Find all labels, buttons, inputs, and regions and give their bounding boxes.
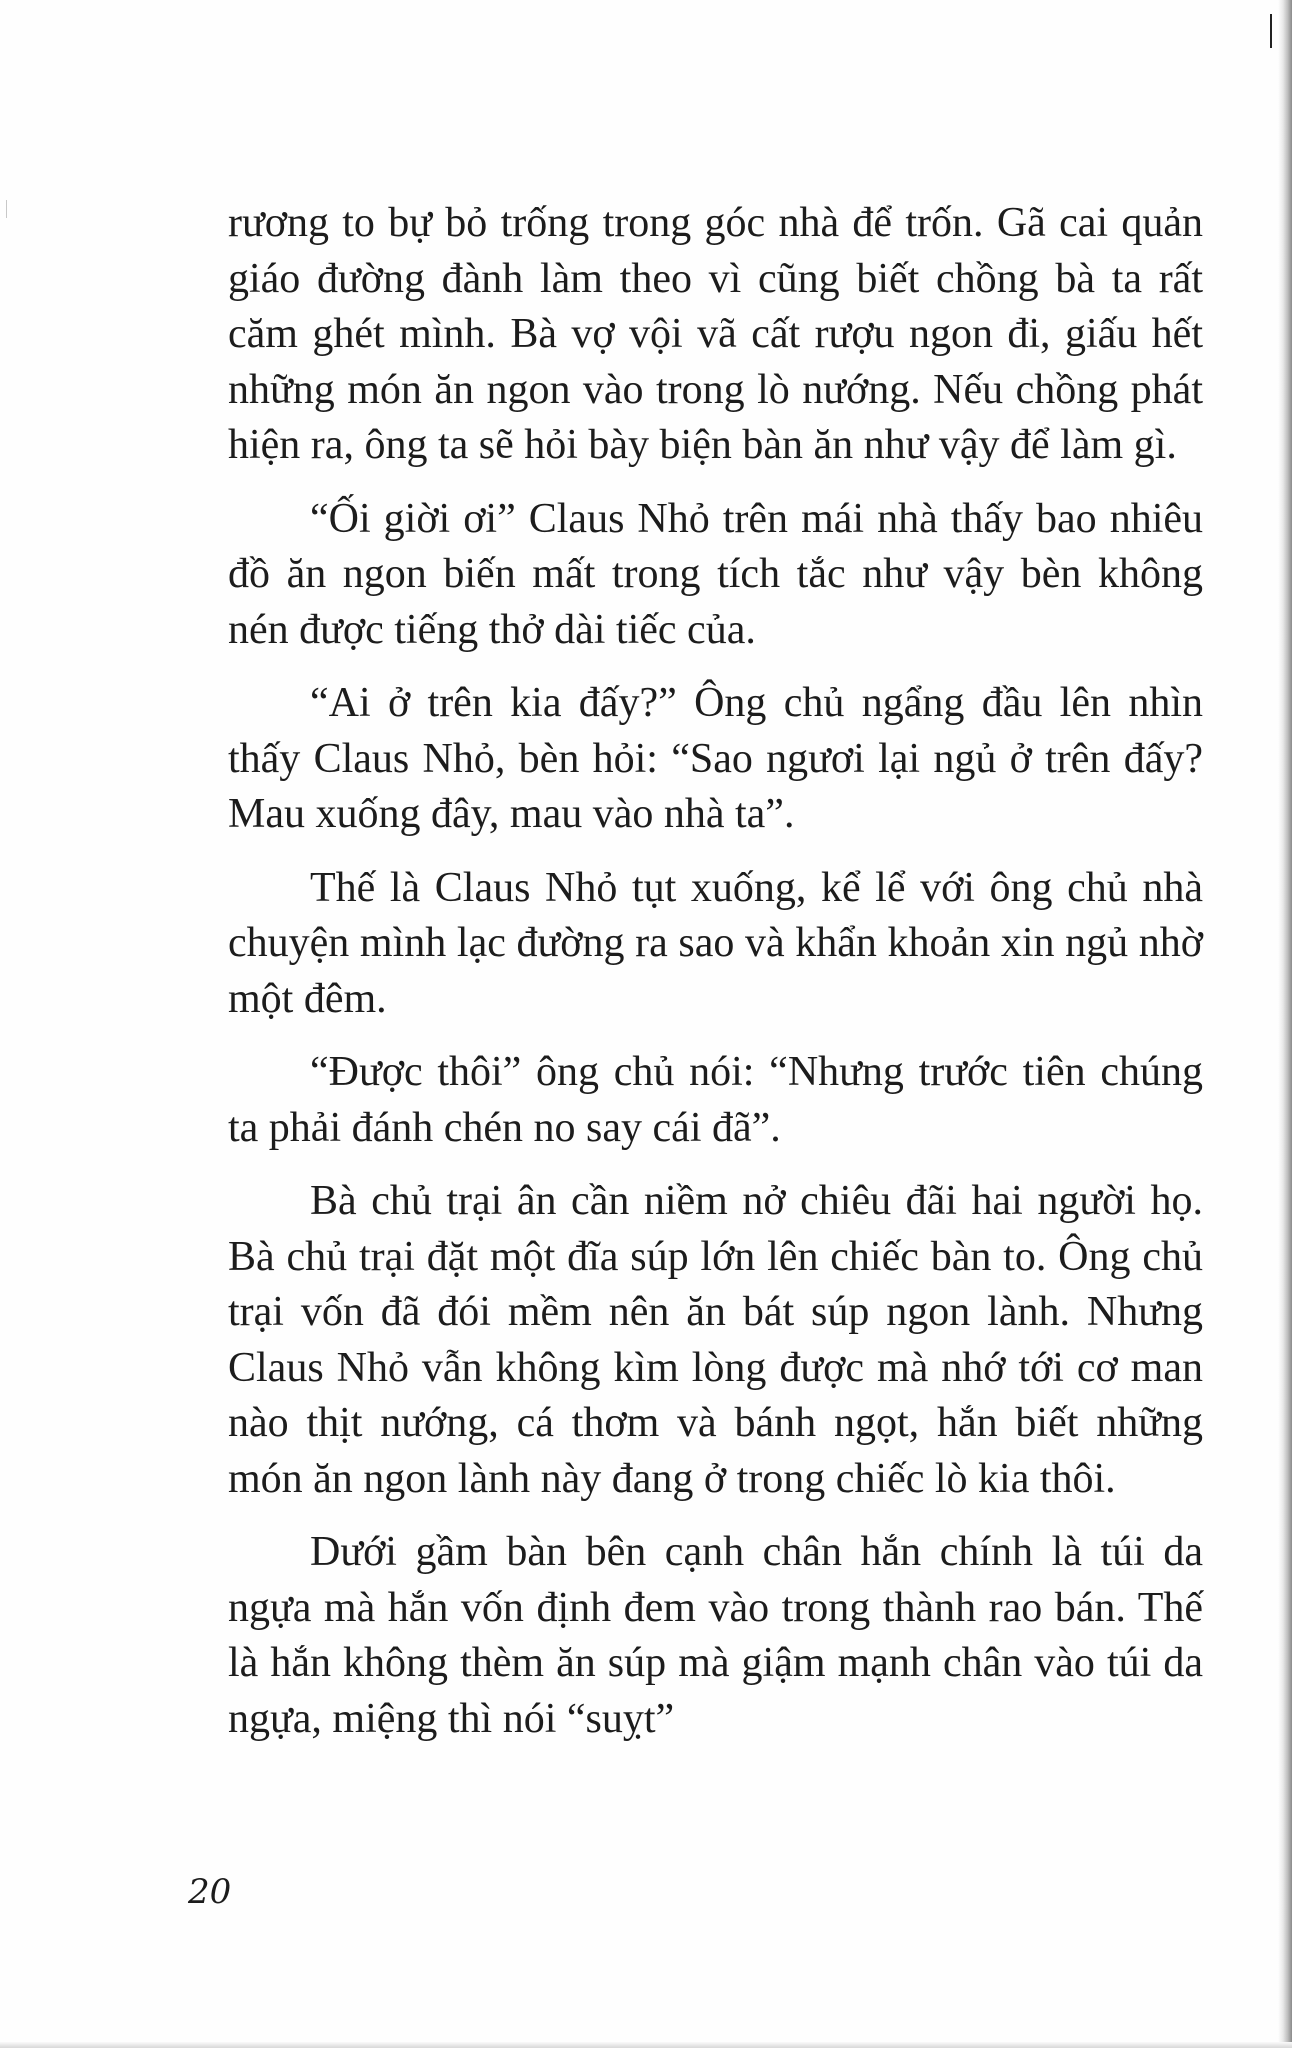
scan-mark-left: [6, 200, 7, 218]
paragraph-3: “Ai ở trên kia đấy?” Ông chủ ngẩng đầu lên nhìn thấy Claus Nhỏ, bèn hỏi: “Sao ngươi lại ngủ ở trên đấy? Mau xuống đây, mau vào nhà ta”.: [228, 680, 1203, 837]
paragraph-4: Thế là Claus Nhỏ tụt xuống, kể lể với ông chủ nhà chuyện mình lạc đường ra sao và khẩn khoản xin ngủ nhờ một đêm.: [228, 864, 1203, 1022]
paragraph-7: Dưới gầm bàn bên cạnh chân hắn chính là túi da ngựa mà hắn vốn định đem vào trong thành rao bán. Thế là hắn không thèm ăn súp mà giậm mạnh chân vào túi da ngựa, miệng thì nói “suỵt”: [228, 1529, 1203, 1742]
scan-mark-top: [1270, 14, 1272, 48]
page-edge-bottom: [0, 2042, 1292, 2048]
page-edge-right: [1278, 0, 1292, 2048]
page-number: 20: [188, 1872, 232, 1912]
body-text: [228, 196, 1203, 1765]
paragraph-5: “Được thôi” ông chủ nói: “Nhưng trước tiên chúng ta phải đánh chén no say cái đã”.: [228, 1049, 1203, 1151]
paragraph-2: “Ối giời ơi” Claus Nhỏ trên mái nhà thấy bao nhiêu đồ ăn ngon biến mất trong tích tắc như vậy bèn không nén được tiếng thở dài tiếc của.: [228, 495, 1203, 653]
paragraph-1: rương to bự bỏ trống trong góc nhà để trốn. Gã cai quản giáo đường đành làm theo vì cũng biết chồng bà ta rất căm ghét mình. Bà vợ vội vã cất rượu ngon đi, giấu hết những món ăn ngon vào trong lò nướng. Nếu chồng phát hiện ra, ông ta sẽ hỏi bày biện bàn ăn như vậy để làm gì.: [228, 200, 1203, 468]
paragraph-6: Bà chủ trại ân cần niềm nở chiêu đãi hai người họ. Bà chủ trại đặt một đĩa súp lớn lên chiếc bàn to. Ông chủ trại vốn đã đói mềm nên ăn bát súp ngon lành. Nhưng Claus Nhỏ vẫn không kìm lòng được mà nhớ tới cơ man nào thịt nướng, cá thơm và bánh ngọt, hắn biết những món ăn ngon lành này đang ở trong chiếc lò kia thôi.: [228, 1178, 1203, 1502]
